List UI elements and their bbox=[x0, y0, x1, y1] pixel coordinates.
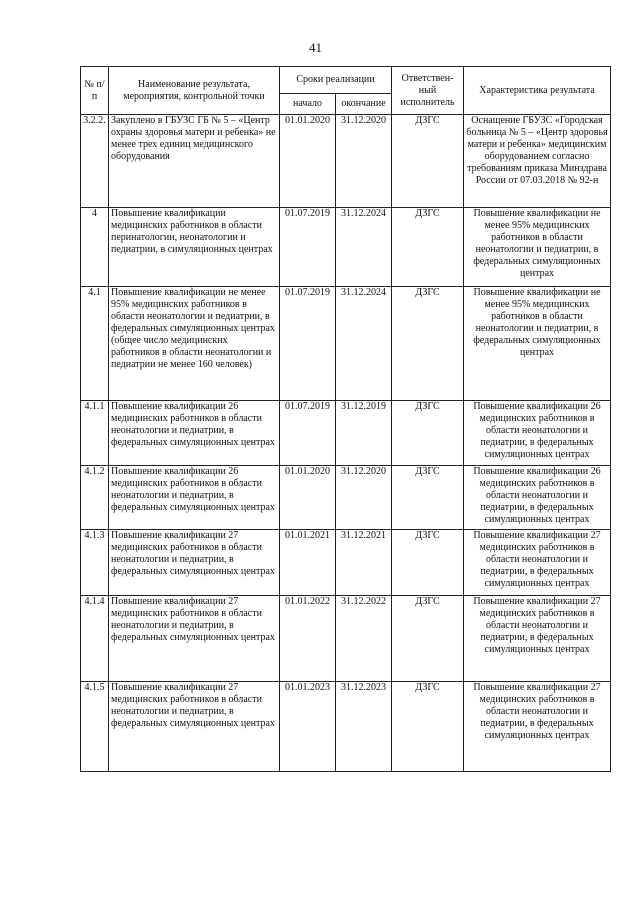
row-name: Повышение квалификации 27 медицинских работников в области неонатологии и педиатрии, в федеральных симуляционных центрах bbox=[109, 530, 280, 596]
page-number: 41 bbox=[309, 40, 322, 55]
row-executor: ДЗГС bbox=[392, 401, 464, 466]
row-name: Повышение квалификации не менее 95% медицинских работников в области неонатологии и педиатрии, в федеральных симуляционных центрах (общее число медицинских работников в области неонатологии и педиатрии не менее 160 человек) bbox=[109, 287, 280, 401]
table-row bbox=[81, 115, 611, 208]
header-start: начало bbox=[280, 94, 336, 115]
row-start: 01.01.2021 bbox=[280, 530, 336, 596]
table-row bbox=[81, 596, 611, 682]
row-characteristic: Повышение квалификации 26 медицинских работников в области неонатологии и педиатрии, в федеральных симуляционных центрах bbox=[464, 466, 611, 530]
table-row bbox=[81, 466, 611, 530]
row-characteristic: Повышение квалификации 27 медицинских работников в области неонатологии и педиатрии, в федеральных симуляционных центрах bbox=[464, 530, 611, 596]
row-num: 4.1 bbox=[81, 287, 109, 401]
row-end: 31.12.2021 bbox=[336, 530, 392, 596]
row-characteristic: Повышение квалификации не менее 95% медицинских работников в области неонатологии и педиатрии, в федеральных симуляционных центрах bbox=[464, 287, 611, 401]
table-row bbox=[81, 287, 611, 401]
row-executor: ДЗГС bbox=[392, 466, 464, 530]
plan-table bbox=[80, 66, 611, 772]
header-name: Наименование результата, мероприятия, контрольной точки bbox=[109, 67, 280, 115]
row-name: Повышение квалификации 26 медицинских работников в области неонатологии и педиатрии, в федеральных симуляционных центрах bbox=[109, 466, 280, 530]
row-end: 31.12.2022 bbox=[336, 596, 392, 682]
row-start: 01.01.2020 bbox=[280, 466, 336, 530]
row-characteristic: Повышение квалификации 27 медицинских работников в области неонатологии и педиатрии, в федеральных симуляционных центрах bbox=[464, 682, 611, 772]
row-name: Повышение квалификации медицинских работников в области перинатологии, неонатологии и педиатрии, в симуляционных центрах bbox=[109, 208, 280, 287]
row-start: 01.01.2023 bbox=[280, 682, 336, 772]
row-end: 31.12.2019 bbox=[336, 401, 392, 466]
header-end: окончание bbox=[336, 94, 392, 115]
row-end: 31.12.2023 bbox=[336, 682, 392, 772]
row-num: 3.2.2. bbox=[81, 115, 109, 208]
row-end: 31.12.2020 bbox=[336, 466, 392, 530]
row-start: 01.07.2019 bbox=[280, 208, 336, 287]
row-characteristic: Повышение квалификации 27 медицинских работников в области неонатологии и педиатрии, в федеральных симуляционных центрах bbox=[464, 596, 611, 682]
header-executor: Ответствен-ный исполнитель bbox=[392, 67, 464, 115]
row-characteristic: Повышение квалификации не менее 95% медицинских работников в области неонатологии и педиатрии, в федеральных симуляционных центрах bbox=[464, 208, 611, 287]
header-period: Сроки реализации bbox=[280, 67, 392, 94]
row-num: 4 bbox=[81, 208, 109, 287]
row-executor: ДЗГС bbox=[392, 682, 464, 772]
row-start: 01.07.2019 bbox=[280, 287, 336, 401]
row-characteristic: Повышение квалификации 26 медицинских работников в области неонатологии и педиатрии, в федеральных симуляционных центрах bbox=[464, 401, 611, 466]
row-start: 01.07.2019 bbox=[280, 401, 336, 466]
row-end: 31.12.2024 bbox=[336, 208, 392, 287]
row-num: 4.1.2 bbox=[81, 466, 109, 530]
row-start: 01.01.2022 bbox=[280, 596, 336, 682]
row-characteristic: Оснащение ГБУЗС «Городская больница № 5 – «Центр здоровья матери и ребенка» медицинским оборудованием согласно требованиям приказа Минздрава России от 07.03.2018 № 92-н bbox=[464, 115, 611, 208]
header-characteristic: Характеристика результата bbox=[464, 67, 611, 115]
row-name: Повышение квалификации 27 медицинских работников в области неонатологии и педиатрии, в федеральных симуляционных центрах bbox=[109, 596, 280, 682]
row-executor: ДЗГС bbox=[392, 287, 464, 401]
row-name: Закуплено в ГБУЗС ГБ № 5 – «Центр охраны здоровья матери и ребенка» не менее трех единиц медицинского оборудования bbox=[109, 115, 280, 208]
row-num: 4.1.1 bbox=[81, 401, 109, 466]
row-name: Повышение квалификации 26 медицинских работников в области неонатологии и педиатрии, в федеральных симуляционных центрах bbox=[109, 401, 280, 466]
row-end: 31.12.2024 bbox=[336, 287, 392, 401]
row-executor: ДЗГС bbox=[392, 596, 464, 682]
row-num: 4.1.4 bbox=[81, 596, 109, 682]
row-executor: ДЗГС bbox=[392, 530, 464, 596]
table-row bbox=[81, 682, 611, 772]
row-end: 31.12.2020 bbox=[336, 115, 392, 208]
row-executor: ДЗГС bbox=[392, 115, 464, 208]
row-num: 4.1.5 bbox=[81, 682, 109, 772]
table-row bbox=[81, 401, 611, 466]
row-name: Повышение квалификации 27 медицинских работников в области неонатологии и педиатрии, в федеральных симуляционных центрах bbox=[109, 682, 280, 772]
table-row bbox=[81, 208, 611, 287]
header-num: № п/п bbox=[81, 67, 109, 115]
row-executor: ДЗГС bbox=[392, 208, 464, 287]
table-row bbox=[81, 530, 611, 596]
row-num: 4.1.3 bbox=[81, 530, 109, 596]
row-start: 01.01.2020 bbox=[280, 115, 336, 208]
